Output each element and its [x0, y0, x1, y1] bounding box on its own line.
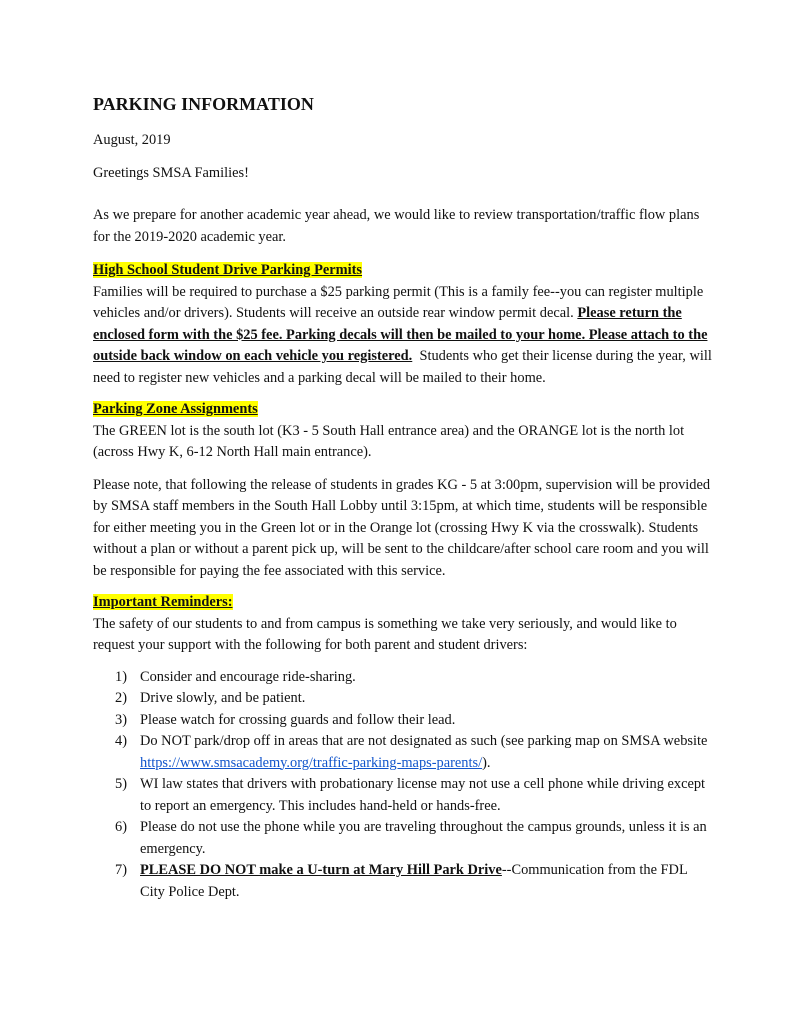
zones-paragraph-1: The GREEN lot is the south lot (K3 - 5 South Hall entrance area) and the ORANGE lot is the north lot (across Hwy K, 6-12 North Hall main entrance).: [93, 422, 685, 460]
greeting: Greetings SMSA Families!: [93, 164, 249, 181]
list-item-text: Please do not use the phone while you are traveling throughout the campus grounds, unless it is an emergency.: [140, 819, 707, 857]
list-item-number: 5): [115, 776, 127, 792]
reminders-section: [93, 592, 713, 903]
list-item: [115, 688, 713, 710]
list-item-bold-text: PLEASE DO NOT make a U-turn at Mary Hill Park Drive: [140, 862, 502, 878]
list-item-text-end: ).: [482, 754, 491, 771]
list-item: [115, 860, 713, 903]
list-item: [115, 817, 713, 860]
permits-heading: High School Student Drive Parking Permits: [93, 262, 363, 278]
permits-after: Students who get their license during the year, will need to register new vehicles and a parking decal will be mailed to their home.: [93, 348, 716, 386]
document-date: August, 2019: [93, 132, 171, 148]
list-item-number: 6): [115, 819, 127, 835]
intro-paragraph: As we prepare for another academic year ahead, we would like to review transportation/traffic flow plans for the 2019-2020 academic year.: [93, 207, 700, 245]
zones-heading: Parking Zone Assignments: [93, 401, 258, 417]
parking-map-link[interactable]: https://www.smsacademy.org/traffic-parking-maps-parents/: [140, 754, 483, 771]
list-item-number: 3): [115, 711, 127, 728]
list-item: [115, 710, 713, 732]
list-item: [115, 667, 713, 689]
zones-paragraph-2: Please note, that following the release of students in grades KG - 5 at 3:00pm, supervision will be provided by SMSA staff members in the South Hall Lobby until 3:15pm, at which time, students will be responsible for either meeting you in the Green lot or in the Orange lot (crossing Hwy K via the crosswalk). Students without a plan or without a parent pick up, will be sent to the childcare/after school care room and you will be responsible for paying the fee associated with this service.: [93, 476, 711, 579]
list-item-text: Consider and encourage ride-sharing.: [140, 668, 356, 685]
permits-paragraph: [93, 282, 716, 390]
list-item-number: 4): [115, 733, 127, 749]
list-item-number: 1): [115, 668, 127, 685]
list-item: [115, 774, 713, 817]
permits-instructions: Please return the enclosed form with the $25 fee. Parking decals will then be mailed to your home. Please attach to the outside back window on each vehicle you registered.: [93, 305, 708, 364]
permits-body: Families will be required to purchase a $25 parking permit (This is a family fee--you can register multiple vehicles and/or drivers). Students will receive an outside rear window permit decal.: [93, 283, 704, 321]
list-item-number: 2): [115, 690, 127, 706]
list-item-text: Drive slowly, and be patient.: [140, 690, 306, 706]
list-item-number: 7): [115, 862, 127, 878]
permits-section: [93, 260, 716, 389]
list-item-text-end: --Communication from the FDL City Police Dept.: [140, 862, 688, 900]
list-item-text: Please watch for crossing guards and follow their lead.: [140, 711, 456, 728]
page-title: PARKING INFORMATION: [93, 94, 314, 114]
list-item-text: Do NOT park/drop off in areas that are not designated as such (see parking map on SMSA website: [140, 733, 708, 749]
zones-section: [93, 399, 713, 582]
reminders-list: [93, 667, 713, 904]
reminders-intro: The safety of our students to and from campus is something we take very seriously, and would like to request your support with the following for both parent and student drivers:: [93, 615, 677, 653]
reminders-heading: Important Reminders:: [93, 594, 233, 610]
document-page: [93, 92, 716, 913]
list-item-text: WI law states that drivers with probationary license may not use a cell phone while driving except to report an emergency. This includes hand-held or hands-free.: [140, 776, 706, 814]
list-item: [115, 731, 713, 774]
